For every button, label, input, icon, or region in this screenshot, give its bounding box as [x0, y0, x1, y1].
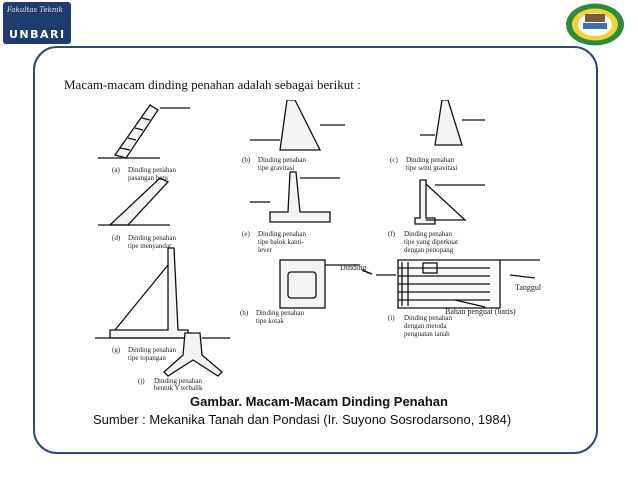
- university-emblem-icon: [564, 2, 626, 47]
- panel-line-j-1: Dinding penahan: [154, 377, 203, 385]
- panel-line-i-1: Dinding penahan: [404, 314, 453, 322]
- panel-id-g: (g): [112, 346, 121, 354]
- panel-line-f-1: Dinding penahan: [404, 230, 453, 238]
- panel-line-e-1: Dinding penahan: [258, 230, 307, 238]
- panel-id-i: (i): [388, 314, 395, 322]
- panel-id-d: (d): [112, 234, 121, 242]
- figure-caption: Gambar. Macam-Macam Dinding Penahan: [190, 394, 448, 409]
- wall-diagram-c: [420, 100, 485, 145]
- faculty-logo-text: Fakultas Teknik: [7, 6, 63, 14]
- panel-line-h-2: tipe kotak: [256, 317, 284, 325]
- panel-id-b: (b): [242, 156, 251, 164]
- panel-line-h-1: Dinding penahan: [256, 309, 305, 317]
- panel-line-g-1: Dinding penahan: [128, 346, 177, 354]
- university-logo-text: UNBARI: [9, 28, 66, 41]
- panel-id-c: (c): [390, 156, 398, 164]
- panel-id-h: (h): [240, 309, 249, 317]
- panel-line-i-2: dengan metoda: [404, 322, 447, 330]
- panel-label-j: [138, 377, 203, 390]
- panel-label-g: [112, 346, 177, 362]
- panel-label-h: [240, 309, 305, 325]
- panel-label-e: [242, 230, 307, 254]
- panel-id-a: (a): [112, 166, 120, 174]
- wall-diagram-d: [98, 178, 170, 225]
- panel-line-i-3: penguatan tanah: [404, 330, 450, 338]
- wall-diagram-e: [250, 172, 340, 222]
- wall-diagram-a: [98, 105, 190, 158]
- figure-source: Sumber : Mekanika Tanah dan Pondasi (Ir. Suyono Sosrodarsono, 1984): [93, 412, 512, 427]
- panel-line-a-1: Dinding penahan: [128, 166, 177, 174]
- panel-line-a-2: pasangan batu: [128, 174, 168, 182]
- panel-label-c: [390, 156, 457, 172]
- panel-line-f-3: dengan penopang: [404, 246, 454, 254]
- panel-label-i: [388, 314, 453, 338]
- panel-id-e: (e): [242, 230, 250, 238]
- panel-line-j-2: bentuk Y terbalik: [154, 384, 203, 390]
- wall-diagram-b: [250, 100, 345, 150]
- panel-id-f: (f): [388, 230, 395, 238]
- panel-line-b-1: Dinding penahan: [258, 156, 307, 164]
- panel-line-e-2: tipe balok kanti-: [258, 238, 304, 246]
- panel-line-c-2: tipe semi gravitasi: [406, 164, 458, 172]
- callout-dinding: Dinding: [340, 263, 367, 272]
- panel-label-a: [112, 166, 177, 182]
- callout-tanggul: Tanggul: [515, 283, 542, 292]
- panel-line-e-3: lever: [258, 246, 272, 254]
- panel-label-b: [242, 156, 307, 172]
- panel-line-b-2: tipe gravitasi: [258, 164, 295, 172]
- wall-diagram-f: [415, 180, 485, 224]
- panel-line-g-2: tipe topangan: [128, 354, 166, 362]
- faculty-logo: [3, 2, 71, 44]
- intro-text: Macam-macam dinding penahan adalah sebagai berikut :: [64, 77, 361, 92]
- wall-diagram-j: [164, 333, 230, 376]
- panel-id-j: (j): [138, 377, 145, 385]
- panel-label-d: [112, 234, 177, 250]
- callout-bahan: Bahan penguat (baris): [445, 307, 516, 316]
- panel-label-f: [388, 230, 458, 254]
- panel-line-f-2: tipe yang diperkuat: [404, 238, 459, 246]
- panel-line-c-1: Dinding penahan: [406, 156, 455, 164]
- wall-diagram-g: [95, 248, 190, 338]
- panel-line-d-1: Dinding penahan: [128, 234, 177, 242]
- panel-line-d-2: tipe menyandar: [128, 242, 172, 250]
- retaining-wall-figure: [90, 100, 560, 390]
